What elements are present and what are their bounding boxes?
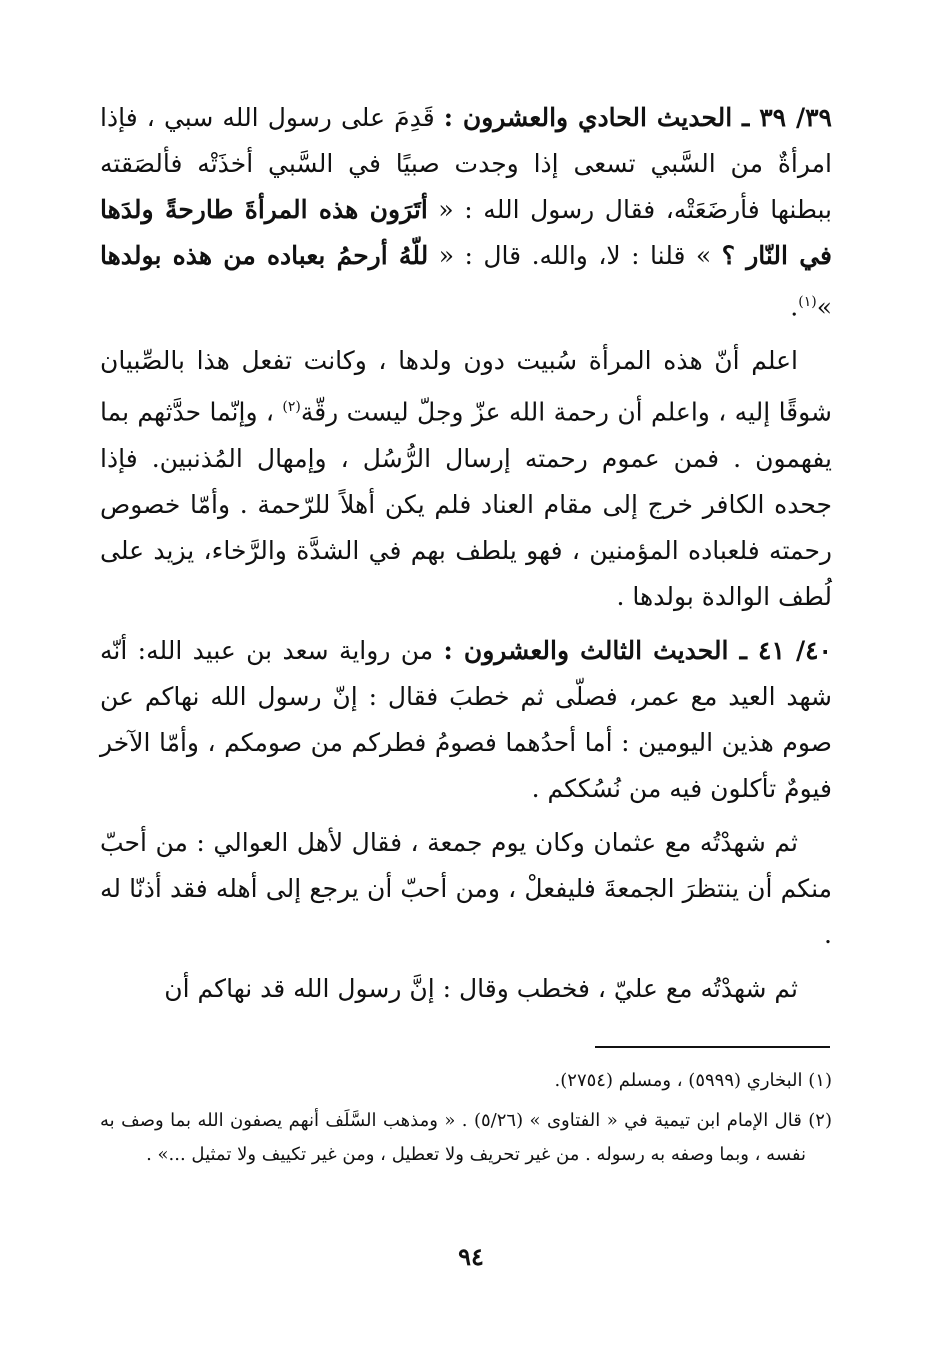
hadith-39-text-b: » قلنا : لا، والله. قال : « bbox=[428, 241, 722, 270]
commentary-text-b: ، وإنّما حدَّثهم بما يفهمون . فمن عموم رحمته إرسال الرُّسُل ، وإمهال المُذنبين. فإذا جحده الكافر خرج إلى مقام العناد فلم يكن أهلاً للرّحمة . وأمّا خصوص رحمته فلعباده المؤمنين ، فهو يلطف بهم في الشدَّة والرَّخاء، يزيد على لُطف الوالدة بولدها . bbox=[100, 397, 832, 611]
page-number: ٩٤ bbox=[458, 1242, 484, 1271]
hadith-39-quote-2: للّهُ أرحمُ بعباده من هذه بولدها bbox=[100, 241, 429, 270]
footnotes bbox=[100, 1064, 832, 1178]
hadith-40-uthman-paragraph: ثم شهدْتُه مع عثمان وكان يوم جمعة ، فقال لأهل العوالي : من أحبّ منكم أن ينتظرَ الجمعةَ فليفعلْ ، ومن أحبّ أن يرجع إلى أهله فقد أذنّا له . bbox=[100, 827, 832, 949]
page-body bbox=[100, 95, 832, 1020]
hadith-40-text: من رواية سعد بن عبيد الله: أنّه شهد العيد مع عمر، فصلّى ثم خطبَ فقال : إنّ رسول الله نهاكم عن صوم هذين اليومين : أما أحدُهما فصومُ فطركم من صومكم ، وأمّا الآخر فيومٌ تأكلون فيه من نُسُككم . bbox=[100, 635, 832, 803]
hadith-40-heading: ٤٠/ ٤١ ـ الحديث الثالث والعشرون : bbox=[443, 635, 832, 665]
footnote-ref-1: (١) bbox=[798, 294, 817, 310]
commentary-text-a: اعلم أنّ هذه المرأة سُبيت دون ولدها ، وكانت تفعل هذا بالصِّبيان شوقًا إليه ، واعلم أن رحمة الله عزّ وجلّ ليست رقّة bbox=[100, 346, 832, 427]
hadith-39-quote-1: أتَرَون هذه المرأةَ طارحةً ولدَها في النّار ؟ bbox=[100, 195, 833, 270]
footnote-2: (٢) قال الإمام ابن تيمية في « الفتاوى » (٥/٢٦) . « ومذهب السَّلَف أنهم يصفون الله بما وصف به نفسه ، وبما وصفه به رسوله . من غير تحريف ولا تعطيل ، ومن غير تكييف ولا تمثيل ...» . bbox=[100, 1110, 832, 1165]
footnote-ref-2: (٢) bbox=[282, 399, 301, 416]
footnote-separator bbox=[595, 1046, 830, 1048]
hadith-40-paragraph bbox=[100, 628, 832, 812]
hadith-39-text-a: قَدِمَ على رسول الله سبي ، فإذا امرأةٌ من السَّبي تسعى إذا وجدت صبيًا في السَّبي أخذَتْه فألصَقته ببطنها فأرضَعَتْه، فقال رسول الله : « bbox=[100, 103, 832, 224]
commentary-paragraph bbox=[100, 338, 832, 619]
hadith-39-text-end: . bbox=[790, 292, 799, 322]
hadith-40-ali-paragraph: ثم شهدْتُه مع عليّ ، فخطب وقال : إنَّ رسول الله قد نهاكم أن bbox=[164, 973, 798, 1003]
hadith-39-text-c: » bbox=[816, 292, 832, 322]
footnote-1: (١) البخاري (٥٩٩٩) ، ومسلم (٢٧٥٤). bbox=[554, 1070, 832, 1091]
hadith-39-paragraph bbox=[100, 95, 832, 330]
hadith-39-heading: ٣٩/ ٣٩ ـ الحديث الحادي والعشرون : bbox=[443, 103, 832, 132]
